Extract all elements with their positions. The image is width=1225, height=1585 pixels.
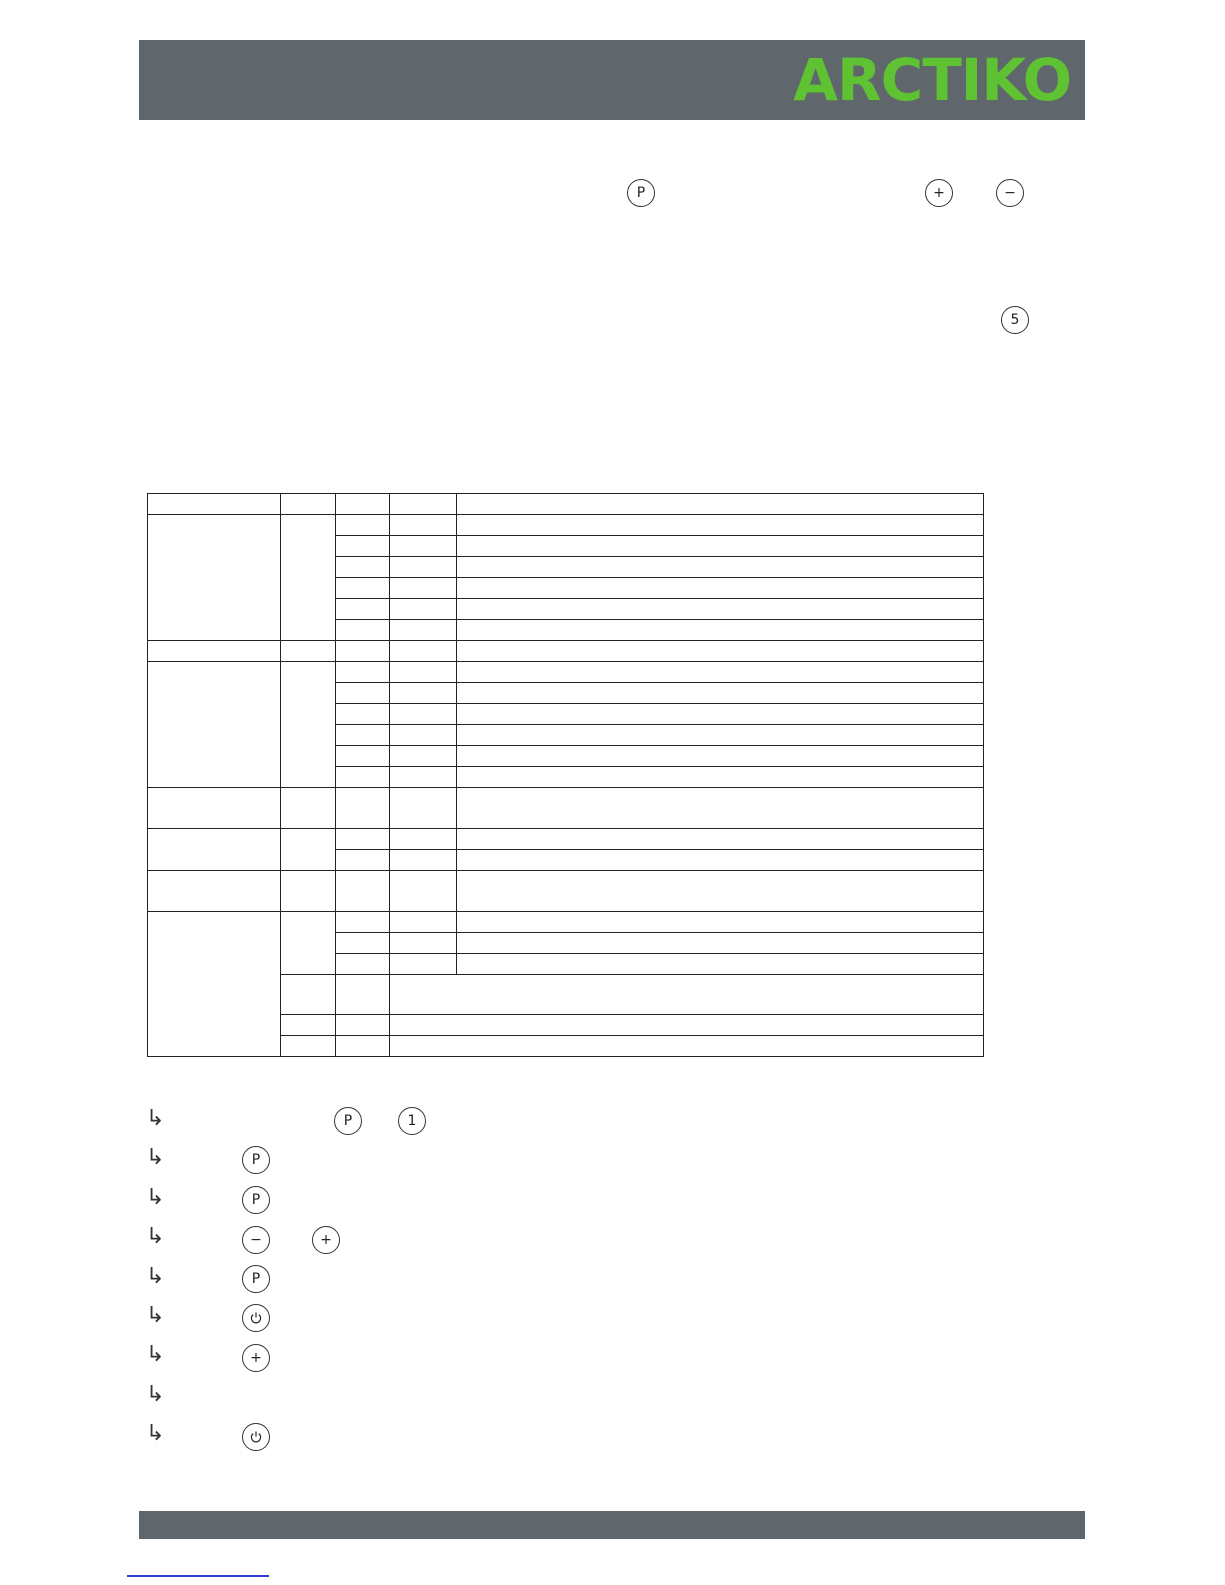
table-cell [457,515,984,536]
table-cell [281,1015,336,1036]
footer-link-underline[interactable] [127,1575,269,1577]
table-cell [390,620,457,641]
table-cell [390,557,457,578]
footer-bar [139,1511,1085,1539]
settings-table [147,493,984,1057]
table-cell [281,1036,336,1057]
plus-key-icon: + [242,1344,270,1372]
table-row [148,829,984,850]
table-cell [457,662,984,683]
table-cell [148,515,281,641]
table-cell [281,975,336,1015]
table-cell [336,912,390,933]
table-cell [457,912,984,933]
step-arrow-icon: ↳ [146,1342,165,1367]
program-key-icon: P [242,1265,270,1293]
table-cell [336,557,390,578]
table-cell [390,767,457,788]
table-cell [390,975,984,1015]
table-cell [390,704,457,725]
table-cell [281,788,336,829]
table-row [148,641,984,662]
step-arrow-icon: ↳ [146,1382,165,1407]
table-row [148,515,984,536]
table-cell [281,494,336,515]
table-cell [281,829,336,871]
power-key-icon [242,1304,270,1332]
table-row [148,662,984,683]
table-cell [336,1015,390,1036]
step-arrow-icon: ↳ [146,1421,165,1446]
table-cell [148,829,281,871]
table-cell [148,494,281,515]
table-cell [457,767,984,788]
table-cell [148,641,281,662]
table-cell [457,725,984,746]
table-cell [336,536,390,557]
table-cell [281,641,336,662]
table-cell [336,954,390,975]
minus-key-icon: − [996,179,1024,207]
plus-key-icon: + [312,1226,340,1254]
plus-key-icon: + [925,179,953,207]
table-cell [336,975,390,1015]
table-header-row [148,494,984,515]
step-arrow-icon: ↳ [146,1145,165,1170]
table-cell [148,912,281,1057]
table-cell [390,1036,984,1057]
table-cell [281,515,336,641]
table-cell [457,746,984,767]
step-arrow-icon: ↳ [146,1106,165,1131]
table-cell [390,725,457,746]
table-cell [390,515,457,536]
table-cell [336,494,390,515]
program-key-icon: P [334,1107,362,1135]
table-cell [457,494,984,515]
table-cell [390,1015,984,1036]
program-key-icon: P [242,1186,270,1214]
table-cell [281,912,336,975]
power-key-icon [242,1423,270,1451]
step-arrow-icon: ↳ [146,1303,165,1328]
program-key-icon: P [242,1146,270,1174]
table-cell [390,536,457,557]
table-cell [390,871,457,912]
number-one-key-icon: 1 [398,1107,426,1135]
table-cell [336,683,390,704]
table-cell [390,746,457,767]
table-cell [336,662,390,683]
table-row [148,788,984,829]
table-cell [336,788,390,829]
table-cell [336,767,390,788]
table-cell [457,599,984,620]
header-bar [139,40,1085,120]
table-cell [390,641,457,662]
table-row [148,912,984,933]
table-cell [336,725,390,746]
table-cell [390,578,457,599]
table-cell [390,599,457,620]
table-cell [336,620,390,641]
table-cell [457,829,984,850]
table-cell [457,641,984,662]
table-cell [457,954,984,975]
table-cell [336,515,390,536]
minus-key-icon: − [242,1226,270,1254]
table-cell [457,683,984,704]
step-arrow-icon: ↳ [146,1185,165,1210]
table-cell [457,578,984,599]
table-cell [336,933,390,954]
program-key-icon: P [627,179,655,207]
table-cell [457,871,984,912]
table-cell [390,788,457,829]
table-cell [457,788,984,829]
table-cell [336,599,390,620]
table-cell [390,954,457,975]
table-cell [336,578,390,599]
table-cell [336,704,390,725]
brand-logo: ARCTIKO [793,46,1071,114]
table-cell [336,1036,390,1057]
table-cell [148,788,281,829]
table-cell [336,850,390,871]
table-cell [457,557,984,578]
table-cell [336,641,390,662]
table-cell [457,933,984,954]
number-five-key-icon: 5 [1001,306,1029,334]
table-cell [390,683,457,704]
table-cell [457,850,984,871]
step-arrow-icon: ↳ [146,1224,165,1249]
table-cell [390,494,457,515]
table-cell [390,662,457,683]
table-cell [457,620,984,641]
table-cell [336,746,390,767]
table-cell [336,829,390,850]
table-cell [281,871,336,912]
table-cell [148,662,281,788]
step-arrow-icon: ↳ [146,1264,165,1289]
table-cell [390,829,457,850]
table-cell [390,912,457,933]
table-cell [457,704,984,725]
table-cell [390,933,457,954]
table-cell [336,871,390,912]
table-cell [148,871,281,912]
table-row [148,871,984,912]
table-cell [281,662,336,788]
table-cell [390,850,457,871]
table-cell [457,536,984,557]
